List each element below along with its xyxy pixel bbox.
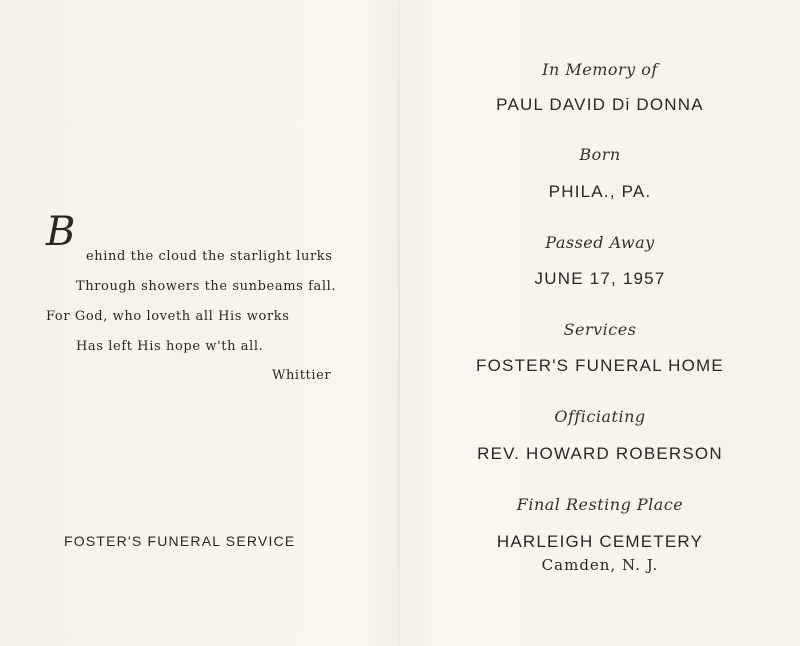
born-label: Born: [579, 145, 621, 164]
resting-place-label: Final Resting Place: [516, 495, 684, 514]
poem-line-3: For God, who loveth all His works: [46, 309, 290, 324]
passed-away-label: Passed Away: [545, 233, 655, 252]
in-memory-label: In Memory of: [542, 60, 658, 79]
memorial-details: [420, 0, 780, 646]
poem-line-1: ehind the cloud the starlight lurks: [86, 249, 333, 264]
services-label: Services: [563, 320, 637, 339]
deceased-name: PAUL DAVID Di DONNA: [496, 95, 704, 114]
card-fold: [398, 0, 400, 646]
poem-initial: B: [46, 209, 76, 255]
poem-line-4: Has left His hope w'th all.: [76, 339, 264, 354]
poem-line-2: Through showers the sunbeams fall.: [76, 279, 337, 294]
poem-author: Whittier: [272, 368, 332, 383]
officiant-name: REV. HOWARD ROBERSON: [477, 444, 723, 463]
services-place: FOSTER'S FUNERAL HOME: [476, 356, 724, 375]
officiating-label: Officiating: [554, 407, 646, 426]
resting-place-city: Camden, N. J.: [541, 556, 659, 574]
passed-away-date: JUNE 17, 1957: [534, 269, 666, 288]
funeral-service-name: FOSTER'S FUNERAL SERVICE: [64, 533, 296, 549]
resting-place-name: HARLEIGH CEMETERY: [496, 532, 704, 551]
born-place: PHILA., PA.: [548, 182, 652, 201]
